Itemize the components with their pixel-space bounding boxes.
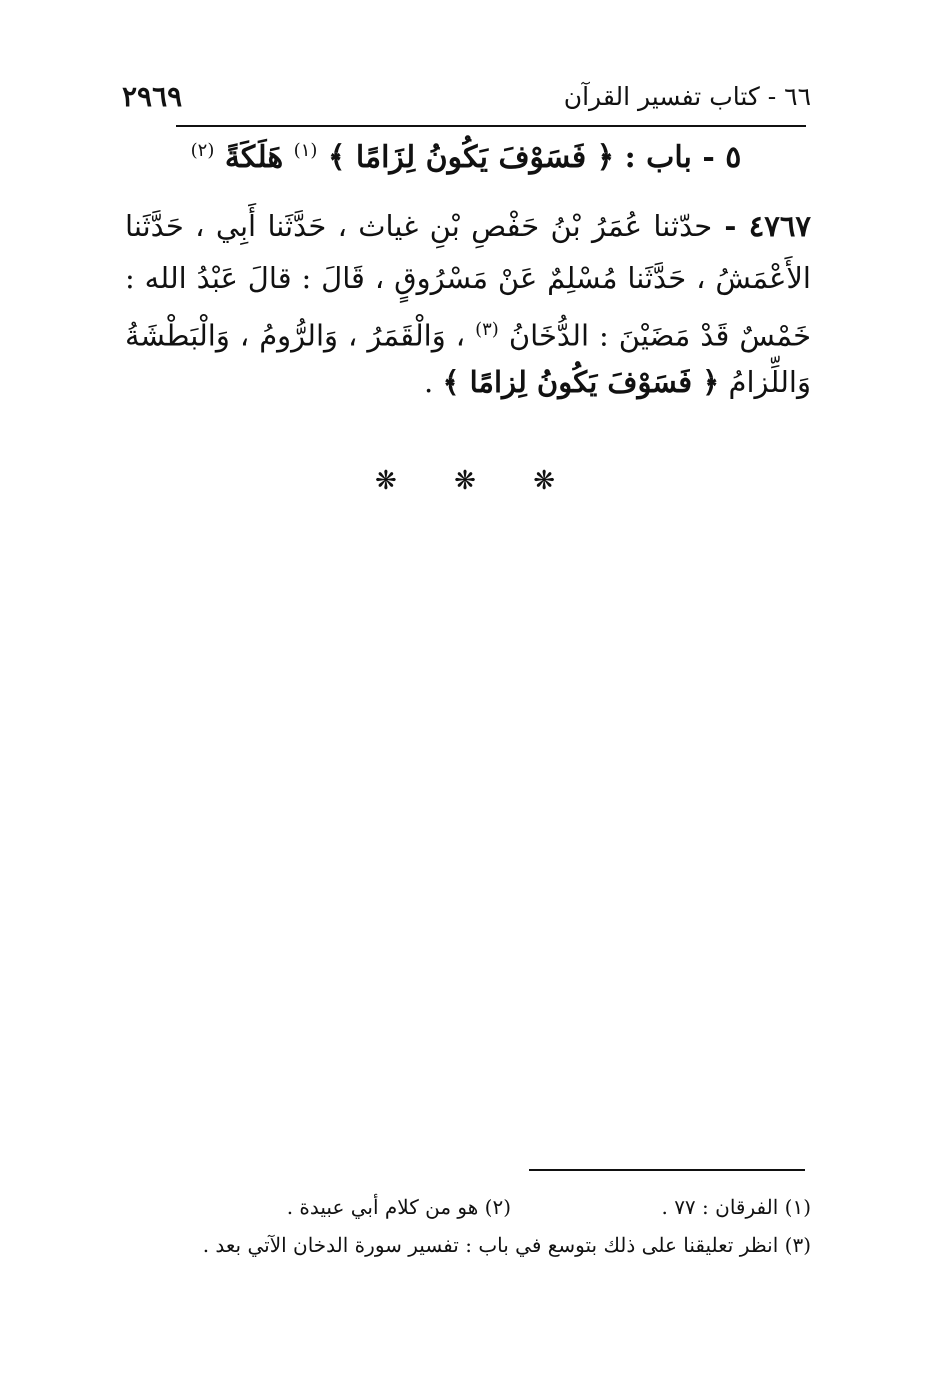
hadith-verse: ﴿ فَسَوْفَ يَكُونُ لِزامًا ﴾ bbox=[442, 365, 720, 399]
hadith-text-line-3b: ، وَالْقَمَرُ ، وَالرُّومُ ، وَالْبَطْشَةُ bbox=[125, 318, 476, 353]
hadith-number: ٤٧٦٧ - bbox=[712, 209, 811, 243]
footnote-ref-3: (٣) bbox=[475, 319, 499, 340]
hadith-text bbox=[125, 200, 811, 408]
footnote-row bbox=[121, 1188, 811, 1226]
footnote-row bbox=[121, 1226, 811, 1264]
hadith-text-line-3a: خَمْسٌ قَدْ مَضَيْنَ : الدُّخَانُ bbox=[508, 318, 812, 353]
hadith-line bbox=[125, 200, 811, 252]
footnote-1: (١) الفرقان : ٧٧ . bbox=[661, 1195, 811, 1219]
asterism-icon: ❋ bbox=[375, 466, 397, 496]
asterism-icon: ❋ bbox=[454, 466, 476, 496]
hadith-line bbox=[125, 252, 811, 304]
hadith-line bbox=[125, 304, 811, 356]
footnote-rule bbox=[529, 1169, 805, 1171]
hadith-text-line-1: حدّثنا عُمَرُ بْنُ حَفْصِ بْنِ غياث ، حَدَّثَنا أَبِي ، حَدَّثَنا bbox=[125, 209, 713, 243]
header-rule bbox=[176, 125, 806, 127]
hadith-text-line-2: الأَعْمَشُ ، حَدَّثَنا مُسْلِمٌ عَنْ مَسْرُوقٍ ، قَالَ : قالَ عَبْدُ الله : bbox=[125, 261, 811, 295]
footnote-3: (٣) انظر تعليقنا على ذلك بتوسع في باب : تفسير سورة الدخان الآتي بعد . bbox=[202, 1233, 811, 1257]
asterism-icon: ❋ bbox=[533, 466, 555, 496]
chapter-verse: ﴿ فَسَوْفَ يَكُونُ لِزَامًا ﴾ bbox=[327, 140, 615, 175]
running-header-title: ٦٦ - كتاب تفسير القرآن bbox=[563, 82, 811, 111]
footnote-ref-1: (١) bbox=[293, 140, 318, 161]
chapter-prefix: ٥ - باب : bbox=[614, 140, 742, 175]
section-separator bbox=[375, 466, 555, 496]
chapter-word: هَلَكَةً bbox=[224, 140, 284, 175]
footnotes bbox=[121, 1188, 811, 1264]
footnote-ref-2: (٢) bbox=[190, 140, 215, 161]
footnote-2: (٢) هو من كلام أبي عبيدة . bbox=[286, 1195, 511, 1219]
hadith-line bbox=[125, 356, 811, 408]
page-number: ٢٩٦٩ bbox=[122, 80, 183, 113]
hadith-text-line-4: وَاللِّزامُ bbox=[719, 365, 811, 399]
hadith-end: . bbox=[424, 365, 443, 399]
chapter-heading bbox=[121, 140, 811, 175]
